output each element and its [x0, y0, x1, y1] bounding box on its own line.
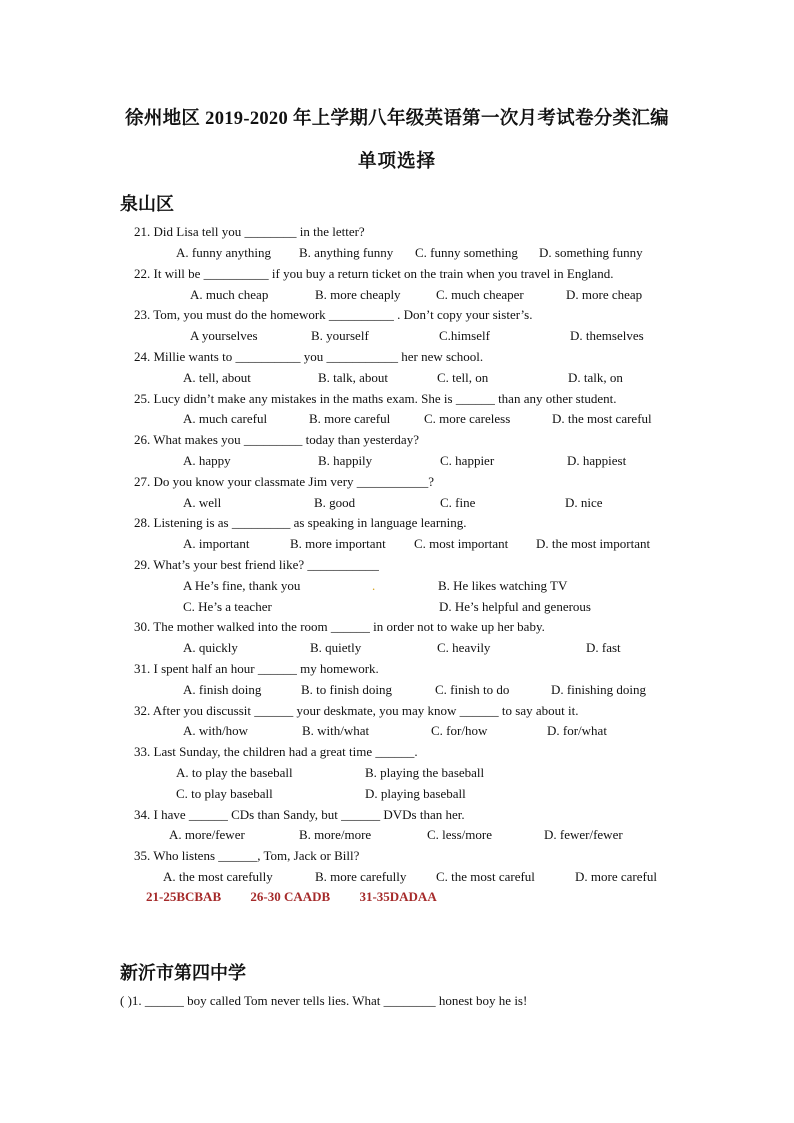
option-31-c: C. finish to do — [435, 682, 510, 697]
question-21: 21. Did Lisa tell you ________ in the letter? — [134, 224, 365, 239]
question-33: 33. Last Sunday, the children had a great time ______. — [134, 744, 418, 759]
question-32: 32. After you discussit ______ your deskmate, you may know ______ to say about it. — [134, 703, 579, 718]
section-heading-xinyi: 新沂市第四中学 — [120, 963, 246, 983]
question-28: 28. Listening is as _________ as speaking in language learning. — [134, 515, 467, 530]
option-29-b: B. He likes watching TV — [438, 578, 568, 593]
option-22-c: C. much cheaper — [436, 287, 524, 302]
option-24-b: B. talk, about — [318, 370, 389, 385]
option-35-a: A. the most carefully — [163, 869, 273, 884]
option-28-c: C. most important — [414, 536, 509, 551]
option-22-b: B. more cheaply — [315, 287, 401, 302]
section-heading-quanshan: 泉山区 — [120, 194, 174, 214]
option-29-a: A He’s fine, thank you — [183, 578, 301, 593]
option-30-b: B. quietly — [310, 640, 362, 655]
option-24-a: A. tell, about — [183, 370, 251, 385]
option-21-b: B. anything funny — [299, 245, 394, 260]
option-34-b: B. more/more — [299, 827, 372, 842]
option-22-a: A. much cheap — [190, 287, 269, 302]
option-26-c: C. happier — [440, 453, 495, 468]
option-34-d: D. fewer/fewer — [544, 827, 623, 842]
stray-mark: . — [372, 578, 376, 593]
question-25: 25. Lucy didn’t make any mistakes in the maths exam. She is ______ than any other student. — [134, 391, 617, 406]
option-28-a: A. important — [183, 536, 250, 551]
option-33-b: B. playing the baseball — [365, 765, 485, 780]
option-32-a: A. with/how — [183, 723, 248, 738]
question-1: ( )1. ______ boy called Tom never tells lies. What ________ honest boy he is! — [120, 993, 528, 1008]
option-34-c: C. less/more — [427, 827, 492, 842]
option-21-a: A. funny anything — [176, 245, 271, 260]
question-23: 23. Tom, you must do the homework __________ . Don’t copy your sister’s. — [134, 307, 533, 322]
question-24: 24. Millie wants to __________ you ___________ her new school. — [134, 349, 484, 364]
option-32-b: B. with/what — [302, 723, 370, 738]
option-35-c: C. the most careful — [436, 869, 535, 884]
option-34-a: A. more/fewer — [169, 827, 245, 842]
question-27: 27. Do you know your classmate Jim very ___________? — [134, 474, 435, 489]
option-33-d: D. playing baseball — [365, 786, 466, 801]
option-27-b: B. good — [314, 495, 356, 510]
option-24-d: D. talk, on — [568, 370, 623, 385]
option-26-a: A. happy — [183, 453, 231, 468]
option-25-b: B. more careful — [309, 411, 391, 426]
answer-group-31-35: 31-35DADAA — [359, 889, 437, 904]
option-25-a: A. much careful — [183, 411, 268, 426]
option-25-c: C. more careless — [424, 411, 511, 426]
option-31-b: B. to finish doing — [301, 682, 393, 697]
option-26-b: B. happily — [318, 453, 373, 468]
option-33-a: A. to play the baseball — [176, 765, 293, 780]
option-23-c: C.himself — [439, 328, 490, 343]
question-26: 26. What makes you _________ today than yesterday? — [134, 432, 419, 447]
option-23-d: D. themselves — [570, 328, 644, 343]
question-29: 29. What’s your best friend like? ___________ — [134, 557, 379, 572]
question-30: 30. The mother walked into the room ______ in order not to wake up her baby. — [134, 619, 545, 634]
option-32-c: C. for/how — [431, 723, 488, 738]
question-22: 22. It will be __________ if you buy a return ticket on the train when you travel in England. — [134, 266, 614, 281]
option-30-c: C. heavily — [437, 640, 491, 655]
option-27-d: D. nice — [565, 495, 603, 510]
option-28-b: B. more important — [290, 536, 386, 551]
option-26-d: D. happiest — [567, 453, 627, 468]
option-25-d: D. the most careful — [552, 411, 652, 426]
question-35: 35. Who listens ______, Tom, Jack or Bill? — [134, 848, 360, 863]
option-31-d: D. finishing doing — [551, 682, 646, 697]
option-31-a: A. finish doing — [183, 682, 262, 697]
option-23-b: B. yourself — [311, 328, 369, 343]
answer-group-26-30: 26-30 CAADB — [250, 889, 331, 904]
option-27-a: A. well — [183, 495, 222, 510]
option-24-c: C. tell, on — [437, 370, 489, 385]
document-title: 徐州地区 2019-2020 年上学期八年级英语第一次月考试卷分类汇编 — [125, 109, 669, 129]
option-21-c: C. funny something — [415, 245, 518, 260]
question-31: 31. I spent half an hour ______ my homework. — [134, 661, 379, 676]
option-35-d: D. more careful — [575, 869, 657, 884]
document-subtitle: 单项选择 — [357, 152, 436, 172]
option-30-a: A. quickly — [183, 640, 238, 655]
option-27-c: C. fine — [440, 495, 476, 510]
option-32-d: D. for/what — [547, 723, 607, 738]
answer-group-21-25: 21-25BCBAB — [146, 889, 222, 904]
option-29-d: D. He’s helpful and generous — [439, 599, 591, 614]
option-29-c: C. He’s a teacher — [183, 599, 272, 614]
option-28-d: D. the most important — [536, 536, 651, 551]
option-21-d: D. something funny — [539, 245, 643, 260]
option-30-d: D. fast — [586, 640, 621, 655]
option-23-a: A yourselves — [190, 328, 258, 343]
option-35-b: B. more carefully — [315, 869, 407, 884]
question-34: 34. I have ______ CDs than Sandy, but ______ DVDs than her. — [134, 807, 465, 822]
answer-key — [146, 889, 463, 905]
option-33-c: C. to play baseball — [176, 786, 273, 801]
option-22-d: D. more cheap — [566, 287, 643, 302]
